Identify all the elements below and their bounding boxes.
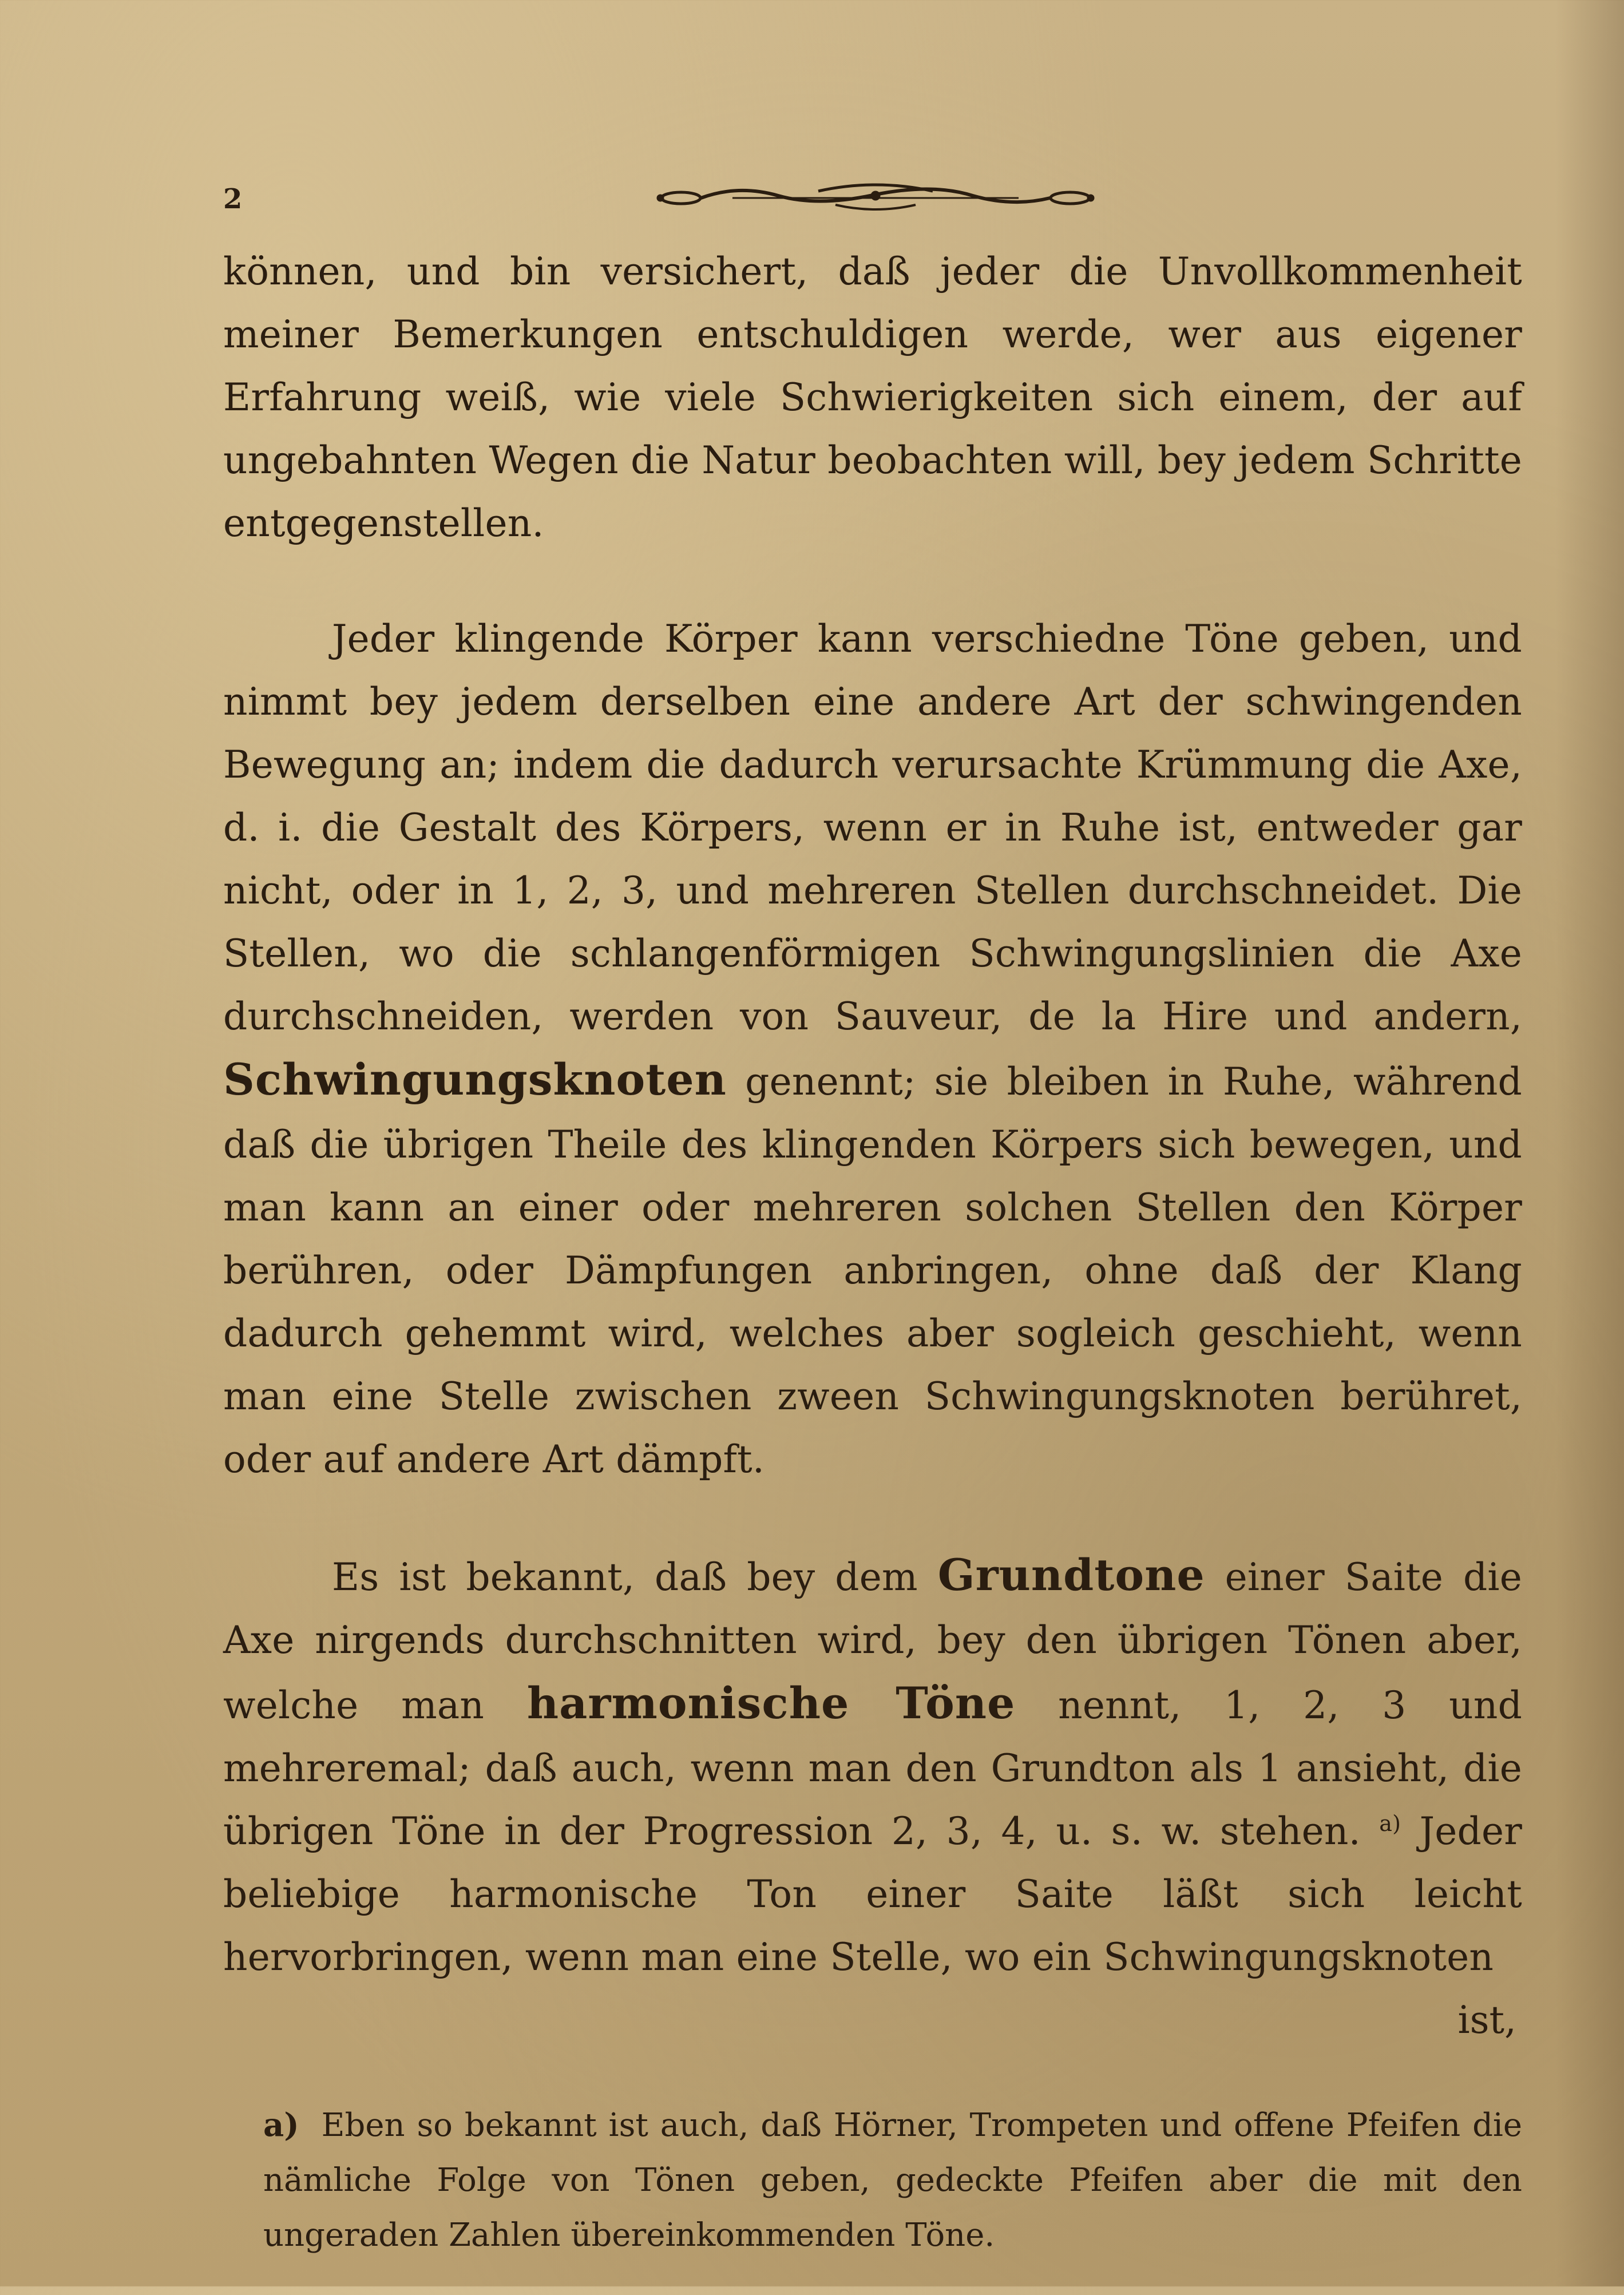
page-header: [223, 172, 1522, 235]
paragraph-2-text-end: genennt; sie bleiben in Ruhe, während daß die übrigen Theile des klingenden Körpers sich bewegen, und man kann an einer oder mehreren solchen Stellen den Körper berühren, oder Dämpfungen anbringen, ohne daß der Klang dadurch gehemmt wird, welches aber sogleich geschieht, wenn man eine Stelle zwischen zween Schwingungsknoten berühret, oder auf andere Art dämpft.: [223, 1060, 1522, 1481]
paragraph-3-text-end: Jeder beliebige harmonische Ton einer Saite läßt sich leicht hervorbringen, wenn man eine Stelle, wo ein Schwingungsknoten: [223, 1809, 1522, 1979]
paragraph-2: [223, 608, 1522, 1491]
footnote-text: Eben so bekannt ist auch, daß Hörner, Trompeten und offene Pfeifen die nämliche Folge von Tönen geben, gedeckte Pfeifen aber die mit den ungeraden Zahlen übereinkommenden Töne.: [263, 2107, 1522, 2254]
book-page: [223, 172, 1522, 2295]
header-ornament-icon: [647, 179, 1104, 215]
term-schwingungsknoten: Schwingungsknoten: [223, 1054, 727, 1105]
page-number: 2: [223, 183, 243, 215]
footnote: [223, 2098, 1522, 2263]
footnote-reference: a): [1379, 1811, 1401, 1836]
paragraph-2-text-start: Jeder klingende Körper kann verschiedne Töne geben, und nimmt bey jedem derselben eine andere Art der schwingenden Bewegung an; indem die dadurch verursachte Krümmung die Axe, d. i. die Gestalt des Körpers, wenn er in Ruhe ist, entweder gar nicht, oder in 1, 2, 3, und mehreren Stellen durchschneidet. Die Stellen, wo die schlangenförmigen Schwingungslinien die Axe durchschneiden, werden von Sauveur, de la Hire und andern,: [223, 617, 1522, 1039]
paragraph-1: [223, 240, 1522, 555]
catchword: ist,: [1457, 1998, 1516, 2042]
paragraph-1-text: können, und bin versichert, daß jeder die Unvollkommenheit meiner Bemerkungen entschuldigen werde, wer aus eigener Erfahrung weiß, wie viele Schwierigkeiten sich einem, der auf ungebahnten Wegen die Natur beobachten will, bey jedem Schritte entgegenstellen.: [223, 249, 1522, 545]
term-harmonische-toene: harmonische Töne: [526, 1678, 1016, 1729]
paragraph-3-text-middle: einer Saite die Axe nirgends durchschnitten wird, bey den übrigen Tönen aber, welche man: [223, 1555, 1522, 1727]
page-edge-shadow: [1555, 0, 1624, 2286]
paragraph-3-text-after: nennt, 1, 2, 3 und mehreremal; daß auch, wenn man den Grundton als 1 ansieht, die übrigen Töne in der Progression 2, 3, 4, u. s. w. stehen.: [223, 1683, 1523, 1853]
paragraph-3-text-start: Es ist bekannt, daß bey dem: [332, 1555, 918, 1599]
paragraph-3: [223, 1544, 1522, 1989]
term-grundtone: Grundtone: [937, 1549, 1205, 1600]
footnote-mark: a): [263, 2106, 299, 2144]
